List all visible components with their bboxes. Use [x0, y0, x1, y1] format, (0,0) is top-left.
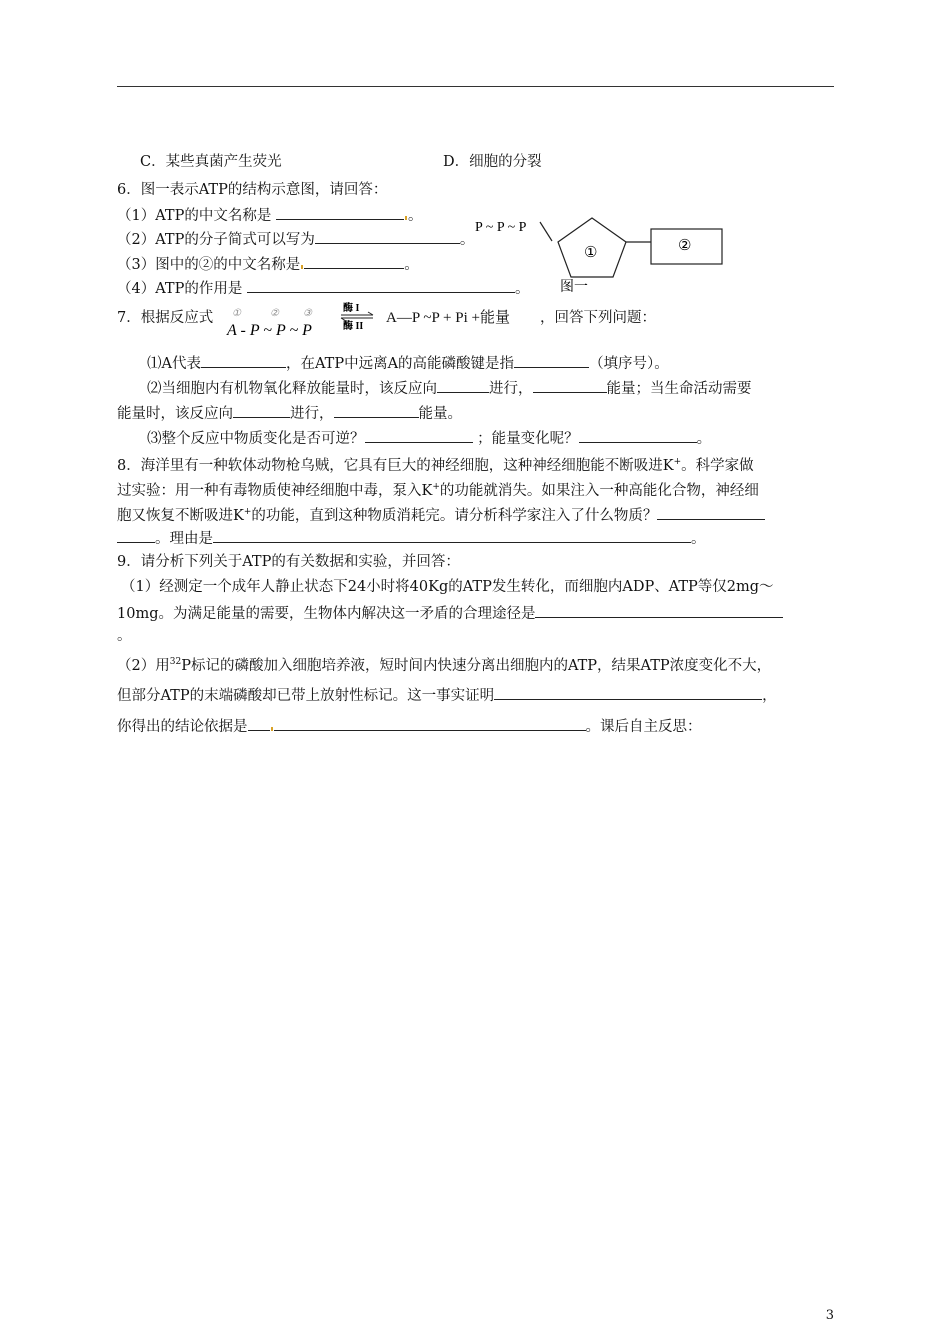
answer-blank[interactable]	[213, 528, 691, 543]
q9-part2-line1: （2）用$^{32}$P标记的磷酸加入细胞培养液，短时间内快速分离出细胞内的ATP，结果ATP浓度变化不大，	[117, 657, 772, 674]
figure-caption: 图一	[560, 280, 588, 295]
formula-right: A—P ~P + Pi +能量	[386, 310, 510, 326]
answer-blank[interactable]	[494, 685, 762, 700]
answer-blank[interactable]	[657, 505, 765, 520]
answer-blank[interactable]	[233, 403, 290, 418]
answer-blank[interactable]	[304, 254, 404, 269]
mark-3: ③	[303, 308, 312, 319]
mark-1: ①	[232, 308, 241, 319]
answer-blank[interactable]	[533, 378, 607, 393]
circle-one-label: ①	[584, 245, 598, 261]
enzyme-2-label: 酶 II	[343, 321, 364, 332]
q7-part1: ⑴A代表 ，在ATP中远离A的高能磷酸键是指 （填序号）。	[147, 353, 669, 373]
mark-2: ②	[270, 308, 279, 319]
answer-blank[interactable]	[315, 229, 460, 244]
q7-head: 7．根据反应式	[117, 310, 214, 326]
q9-part1-line1: （1）经测定一个成年人静止状态下24小时将40Kg的ATP发生转化，而细胞内ADP、ATP等仅2mg～	[121, 579, 774, 595]
answer-blank[interactable]	[579, 428, 697, 443]
q6-title: 6．图一表示ATP的结构示意图，请回答：	[117, 182, 388, 198]
q7-part3: ⑶整个反应中物质变化是否可逆？ ；能量变化呢？ 。	[147, 428, 711, 448]
option-d: D．细胞的分裂	[443, 154, 542, 170]
q6-item4: （4）ATP的作用是 。	[117, 278, 529, 298]
answer-blank[interactable]	[437, 378, 489, 393]
q6-item2: （2）ATP的分子简式可以写为 。	[117, 229, 474, 249]
answer-blank[interactable]	[274, 716, 586, 731]
formula-left: A - P ~ P ~ P	[227, 322, 312, 339]
reaction-formula	[225, 299, 395, 341]
answer-blank[interactable]	[514, 353, 589, 368]
q9-title: 9．请分析下列关于ATP的有关数据和实验，并回答：	[117, 554, 460, 570]
q8-line4: 。理由是 。	[117, 528, 706, 548]
circle-two-label: ②	[678, 238, 692, 254]
answer-blank[interactable]	[248, 716, 270, 731]
q7-tail: ，回答下列问题：	[540, 310, 656, 326]
page-number: 3	[825, 1308, 834, 1323]
answer-blank[interactable]	[276, 205, 404, 220]
answer-blank[interactable]	[201, 353, 286, 368]
phosphate-chain-label: P ~ P ~ P	[475, 220, 527, 235]
enzyme-1-label: 酶 I	[343, 303, 360, 314]
q7-part2-line1: ⑵当细胞内有机物氧化释放能量时，该反应向 进行， 能量；当生命活动需要	[147, 378, 752, 398]
q8-line1: 8．海洋里有一种软体动物枪乌贼，它具有巨大的神经细胞，这种神经细胞能不断吸进K+。科学家做	[117, 457, 754, 474]
option-c: C．某些真菌产生荧光	[140, 154, 282, 170]
q9-part2-line2: 但部分ATP的末端磷酸却已带上放射性标记。这一事实证明 ，	[117, 685, 777, 705]
answer-blank[interactable]	[117, 528, 155, 543]
answer-blank[interactable]	[365, 428, 473, 443]
q7-part2-line2: 能量时，该反应向 进行， 能量。	[117, 403, 462, 423]
q8-line3: 胞又恢复不断吸进K+的功能，直到这种物质消耗完。请分析科学家注入了什么物质？	[117, 503, 765, 525]
q6-item1: （1）ATP的中文名称是 。	[117, 205, 422, 225]
q9-part1-line2: 10mg。为满足能量的需要，生物体内解决这一矛盾的合理途径是	[117, 603, 783, 623]
answer-blank[interactable]	[334, 403, 419, 418]
q9-part2-line3: 你得出的结论依据是 。课后自主反思：	[117, 716, 702, 736]
chain-bond	[540, 222, 552, 241]
q9-part1-end: 。	[117, 628, 132, 644]
header-rule	[117, 86, 834, 87]
atp-structure-figure	[470, 205, 740, 295]
q6-item3: （3）图中的②的中文名称是 。	[117, 254, 419, 274]
answer-blank[interactable]	[535, 603, 783, 618]
q8-line2: 过实验：用一种有毒物质使神经细胞中毒，泵入K+的功能就消失。如果注入一种高能化合物，神经细	[117, 482, 759, 499]
